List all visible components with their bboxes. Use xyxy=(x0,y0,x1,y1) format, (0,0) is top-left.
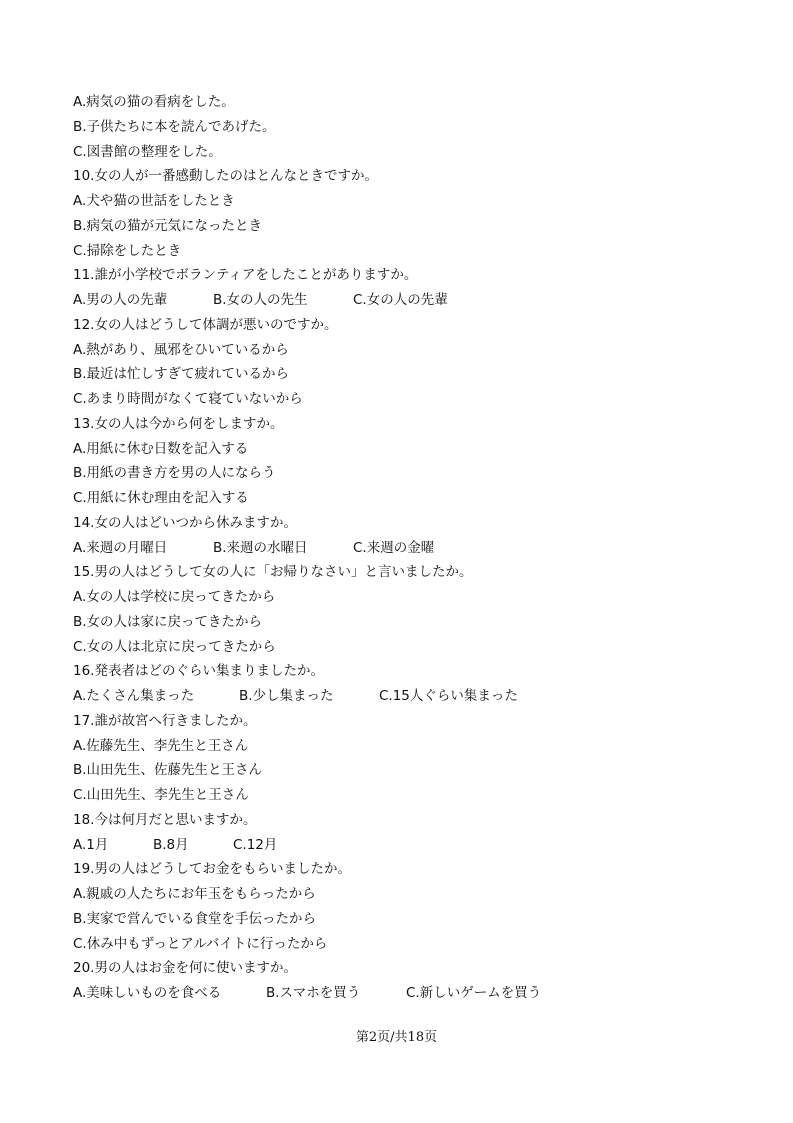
question-14: 14.女の人はどいつから休みますか。 xyxy=(73,514,297,531)
answer-option: A.熱があり、風邪をひいているから xyxy=(73,341,289,358)
answer-option: B.女の人は家に戻ってきたから xyxy=(73,613,263,630)
answer-option: A.佐藤先生、李先生と王さん xyxy=(73,737,249,754)
answer-option: C.あまり時間がなくて寝ていないから xyxy=(73,391,303,407)
answer-option: B.用紙の書き方を男の人にならう xyxy=(73,465,276,482)
question-12: 12.女の人はどうして体調が悪いのですか。 xyxy=(73,316,338,333)
answer-options-row xyxy=(73,684,753,709)
answer-option: C.図書館の整理をした。 xyxy=(73,143,222,160)
question-17: 17.誰が故宮へ行きましたか。 xyxy=(73,712,257,729)
answer-option: A.1月 xyxy=(73,836,109,853)
question-list xyxy=(73,90,753,1006)
answer-option: A.病気の猫の看病をした。 xyxy=(73,94,235,110)
answer-option: C.12月 xyxy=(233,836,278,853)
answer-option: B.スマホを買う xyxy=(266,985,361,1001)
answer-option: C.女の人の先輩 xyxy=(353,292,448,308)
answer-option: C.山田先生、李先生と王さん xyxy=(73,787,249,803)
question-15: 15.男の人はどうして女の人に「お帰りなさい」と言いましたか。 xyxy=(73,564,473,581)
answer-options-row xyxy=(73,833,753,858)
answer-options-row xyxy=(73,981,753,1006)
answer-option: B.8月 xyxy=(153,836,189,853)
answer-option: C.女の人は北京に戻ってきたから xyxy=(73,638,276,655)
answer-option: C.新しいゲームを買う xyxy=(406,985,542,1001)
question-18: 18.今は何月だと思いますか。 xyxy=(73,811,257,828)
answer-option: C.休み中もずっとアルバイトに行ったから xyxy=(73,935,328,952)
answer-option: A.犬や猫の世話をしたとき xyxy=(73,193,235,209)
answer-option: C.15人ぐらい集まった xyxy=(379,688,518,704)
question-20: 20.男の人はお金を何に使いますか。 xyxy=(73,960,297,977)
answer-option: C.用紙に休む理由を記入する xyxy=(73,490,249,506)
answer-option: C.掃除をしたとき xyxy=(73,242,182,259)
question-13: 13.女の人は今から何をしますか。 xyxy=(73,415,284,432)
answer-option: B.女の人の先生 xyxy=(213,292,308,308)
question-19: 19.男の人はどうしてお金をもらいましたか。 xyxy=(73,861,351,878)
answer-option: B.少し集まった xyxy=(239,688,334,704)
answer-option: A.男の人の先輩 xyxy=(73,292,168,308)
answer-option: B.実家で営んでいる食堂を手伝ったから xyxy=(73,910,317,927)
question-11: 11.誰が小学校でボランティアをしたことがありますか。 xyxy=(73,267,418,284)
answer-option: B.最近は忙しすぎて疲れているから xyxy=(73,366,290,383)
answer-option: A.たくさん集まった xyxy=(73,688,195,704)
answer-option: A.親戚の人たちにお年玉をもらったから xyxy=(73,886,316,902)
question-10: 10.女の人が一番感動したのはとんなときですか。 xyxy=(73,168,378,185)
answer-option: A.用紙に休む日数を記入する xyxy=(73,440,249,457)
page-number: 第2页/共18页 xyxy=(355,1030,438,1045)
answer-option: B.子供たちに本を読んであげた。 xyxy=(73,118,276,135)
answer-option: A.女の人は学校に戻ってきたから xyxy=(73,589,276,605)
answer-option: B.山田先生、佐藤先生と王さん xyxy=(73,762,263,779)
answer-option: A.来週の月曜日 xyxy=(73,539,168,556)
answer-option: B.病気の猫が元気になったとき xyxy=(73,217,263,234)
answer-option: C.来週の金曜 xyxy=(353,539,435,556)
question-16: 16.発表者はどのぐらい集まりましたか。 xyxy=(73,663,324,680)
answer-options-row xyxy=(73,536,753,561)
answer-option: B.来週の水曜日 xyxy=(213,539,308,556)
answer-option: A.美味しいものを食べる xyxy=(73,985,222,1001)
answer-options-row xyxy=(73,288,753,313)
